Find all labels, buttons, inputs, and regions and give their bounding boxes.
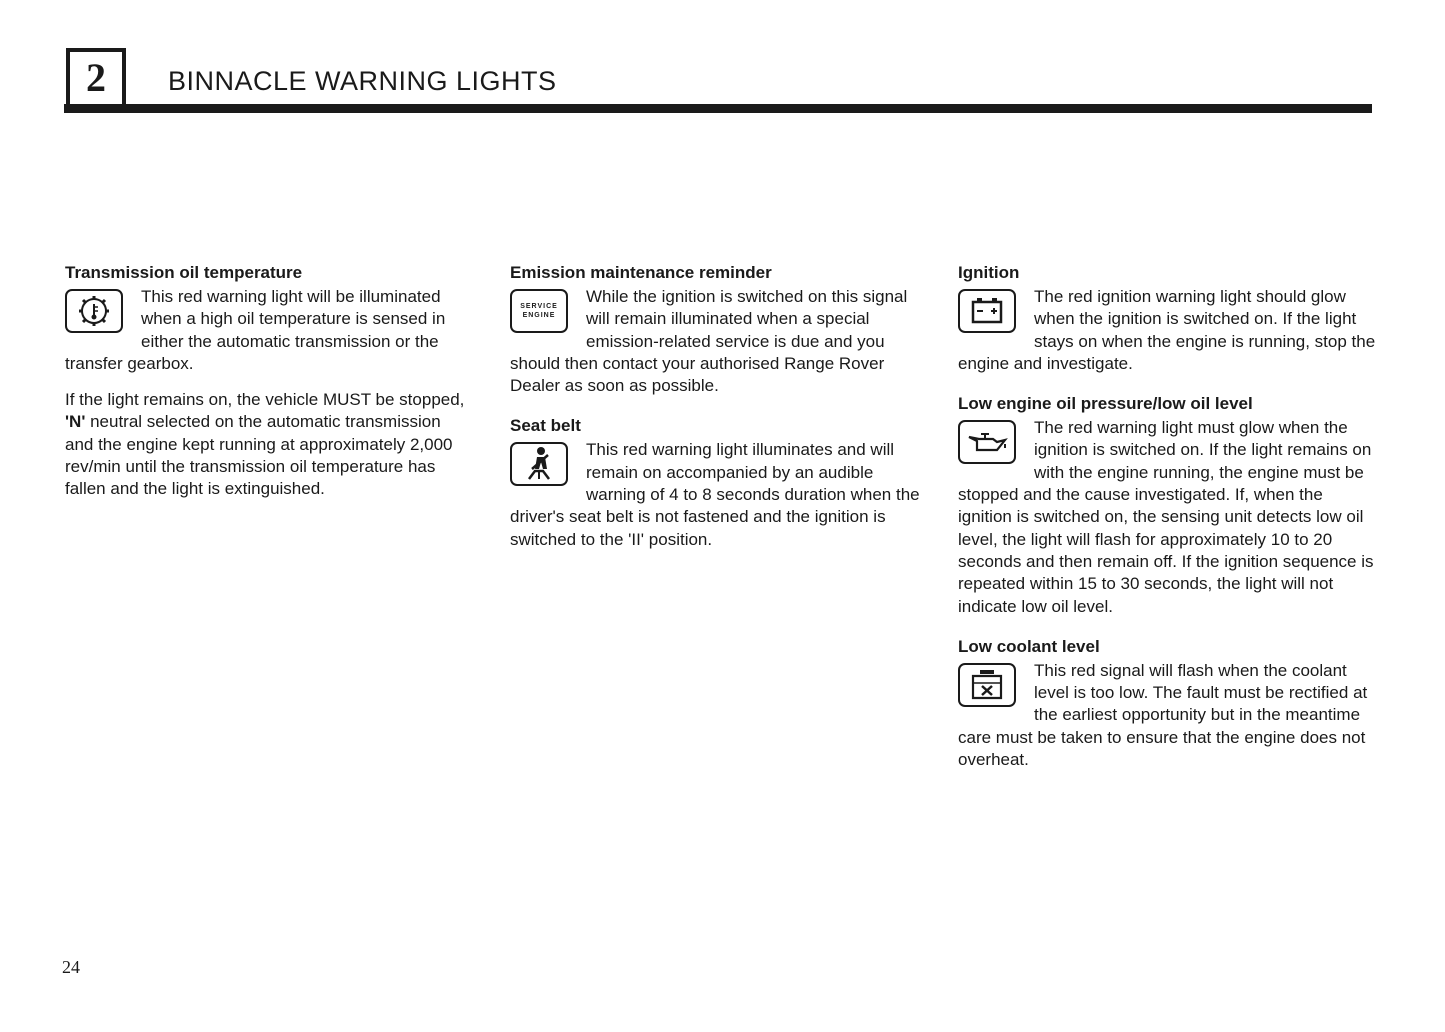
warning-text-start: If the light remains on, the vehicle MUST be stopped, bbox=[65, 390, 465, 410]
chapter-number: 2 bbox=[86, 55, 106, 100]
warning-text-end: neutral selected on the automatic transmission and the engine kept running at approximately 2,000 rev/min until the transmission oil temperature has fallen and the light is extinguished. bbox=[65, 412, 453, 499]
section-seat-belt bbox=[510, 415, 930, 550]
coolant-tank-icon bbox=[958, 663, 1016, 707]
section-body: This red warning light will be illuminated when a high oil temperature is sensed in either the automatic transmission or the transfer gearbox. bbox=[65, 287, 446, 373]
header-rule bbox=[64, 104, 1372, 113]
section-heading: Low engine oil pressure/low oil level bbox=[958, 394, 1253, 414]
left-column bbox=[65, 262, 465, 519]
right-column bbox=[958, 262, 1378, 789]
section-body: The red ignition warning light should glow when the ignition is switched on. If the light stays on when the engine is running, stop the engine and investigate. bbox=[958, 287, 1376, 373]
seat-belt-icon bbox=[510, 442, 568, 486]
page-number: 24 bbox=[62, 957, 80, 977]
section-body: This red warning light illuminates and will remain on accompanied by an audible warning of 4 to 8 seconds duration when the driver's seat belt is not fastened and the ignition is switched to the 'II' position. bbox=[510, 440, 920, 549]
section-body: This red signal will flash when the coolant level is too low. The fault must be rectified at the earliest opportunity but in the meantime care must be taken to ensure that the engine does not overheat. bbox=[958, 660, 1368, 770]
section-heading: Transmission oil temperature bbox=[65, 263, 303, 282]
chapter-number-box bbox=[66, 48, 126, 108]
oil-can-icon bbox=[958, 420, 1016, 464]
chapter-title: BINNACLE WARNING LIGHTS bbox=[168, 66, 557, 96]
section-heading: Ignition bbox=[958, 263, 1020, 282]
section-heading: Low coolant level bbox=[958, 636, 1100, 656]
engine-label: ENGINE bbox=[522, 312, 556, 319]
section-body-warning bbox=[65, 389, 465, 500]
middle-column bbox=[510, 262, 930, 569]
section-body: The red warning light must glow when the ignition is switched on. If the light remains on with the engine running, the engine must be stopped and the cause investigated. If, when the ignition is switched on, the sensing unit detects low oil level, the light will flash for approximately 10 to 20 seconds and then remain off. If the ignition sequence is repeated within 15 to 30 seconds, the light will not indicate low oil level. bbox=[958, 418, 1374, 616]
section-low-coolant-level bbox=[958, 636, 1378, 771]
section-low-engine-oil bbox=[958, 393, 1378, 618]
service-engine-icon bbox=[510, 289, 568, 333]
transmission-temperature-icon bbox=[65, 289, 123, 333]
service-label: SERVICE bbox=[520, 303, 558, 310]
service-engine-label bbox=[520, 302, 558, 320]
section-heading: Seat belt bbox=[510, 416, 581, 436]
section-transmission-oil-temperature bbox=[65, 262, 465, 501]
section-emission-maintenance-reminder bbox=[510, 262, 930, 397]
neutral-label: 'N' bbox=[65, 412, 86, 432]
section-heading: Emission maintenance reminder bbox=[510, 263, 772, 282]
section-ignition bbox=[958, 262, 1378, 375]
section-body: While the ignition is switched on this signal will remain illuminated when a special emission-related service is due and you should then contact your authorised Range Rover Dealer as soon as possible. bbox=[510, 287, 908, 396]
battery-icon bbox=[958, 289, 1016, 333]
